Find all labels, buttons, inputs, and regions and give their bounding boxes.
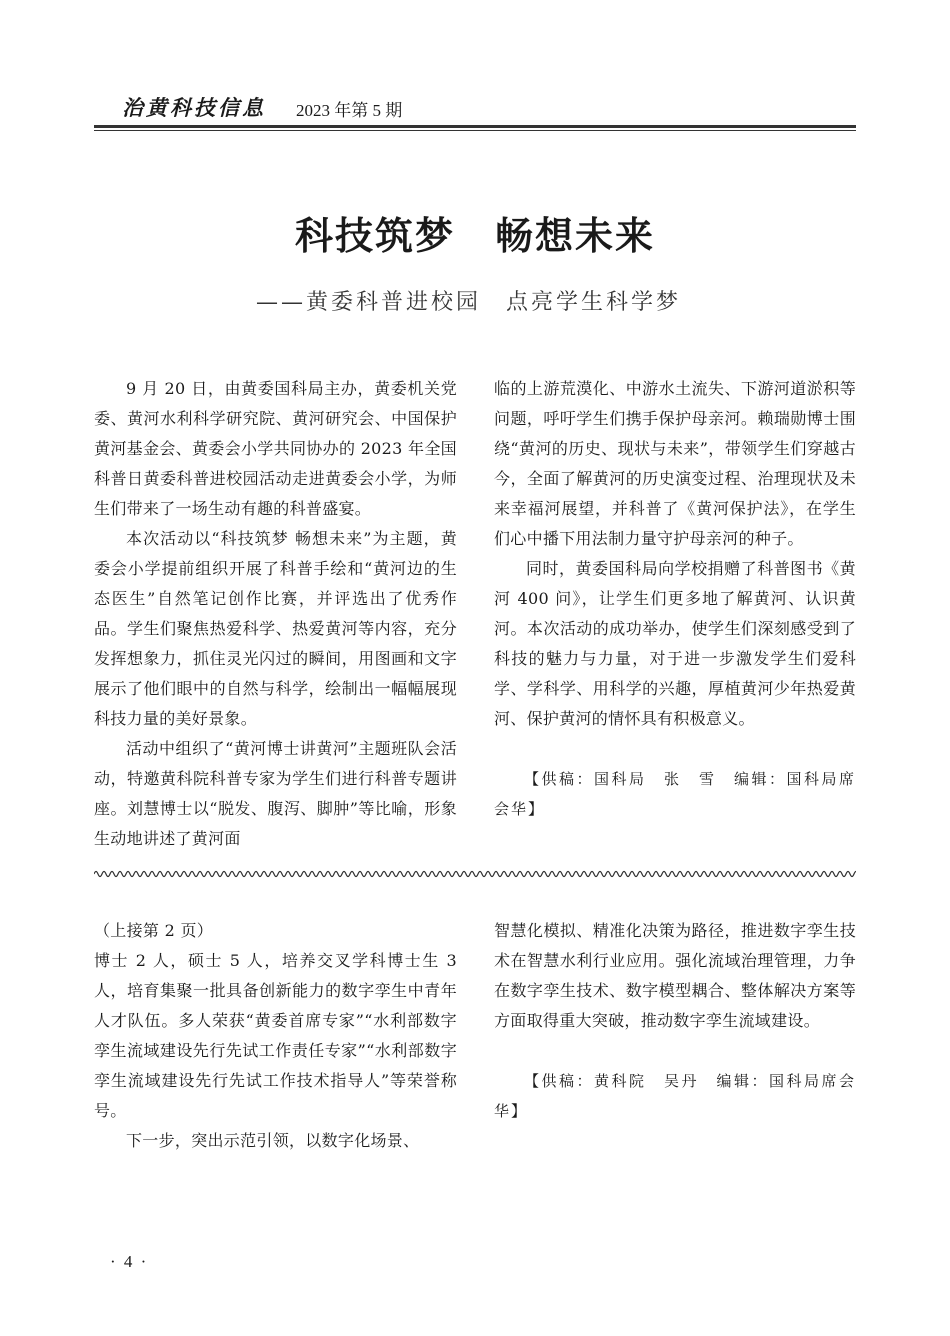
continued-from-label: （上接第 2 页）: [94, 921, 214, 940]
issue-number: 2023 年第 5 期: [296, 101, 403, 120]
paragraph: 下一步，突出示范引领，以数字化场景、: [126, 1131, 420, 1150]
header-rule-thin: [94, 130, 856, 131]
running-header: [94, 90, 856, 130]
continued-credit: 【供稿：黄科院 吴丹 编辑：国科局席会华】: [494, 1072, 856, 1120]
continued-right-column: [494, 916, 856, 1126]
paragraph-continuation: 博士 2 人，硕士 5 人，培养交叉学科博士生 3 人，培育集聚一批具备创新能力的数字孪生中青年人才队伍。多人荣获“黄委首席专家”“水利部数字孪生流域建设先行先试工作责任专家”“水利部数字孪生流域建设先行先试工作技术指导人”等荣誉称号。: [94, 951, 457, 1120]
article-right-column: [494, 374, 856, 824]
continued-left-column: [94, 916, 457, 1156]
article-left-column: [94, 374, 457, 854]
paragraph: 同时，黄委国科局向学校捐赠了科普图书《黄河 400 问》，让学生们更多地了解黄河、认识黄河。本次活动的成功举办，使学生们深刻感受到了科技的魅力与力量，对于进一步激发学生们爱科学、学科学、用科学的兴趣，厚植黄河少年热爱黄河、保护黄河的情怀具有积极意义。: [494, 559, 856, 728]
wavy-divider: [94, 868, 856, 880]
article-credit: 【供稿：国科局 张 雪 编辑：国科局席会华】: [494, 770, 856, 818]
article-title: 科技筑梦 畅想未来: [294, 214, 655, 258]
paragraph-continuation: 智慧化模拟、精准化决策为路径，推进数字孪生技术在智慧水利行业应用。强化流域治理管理，力争在数字孪生技术、数字模型耦合、整体解决方案等方面取得重大突破，推动数字孪生流域建设。: [494, 921, 856, 1030]
paragraph: 本次活动以“科技筑梦 畅想未来”为主题，黄委会小学提前组织开展了科普手绘和“黄河边的生态医生”自然笔记创作比赛，并评选出了优秀作品。学生们聚焦热爱科学、热爱黄河等内容，充分发挥想象力，抓住灵光闪过的瞬间，用图画和文字展示了他们眼中的自然与科学，绘制出一幅幅展现科技力量的美好景象。: [94, 529, 457, 728]
article-subtitle: ——黄委科普进校园 点亮学生科学梦: [256, 290, 682, 315]
paragraph: 活动中组织了“黄河博士讲黄河”主题班队会活动，特邀黄科院科普专家为学生们进行科普专题讲座。刘慧博士以“脱发、腹泻、脚肿”等比喻，形象生动地讲述了黄河面: [94, 739, 457, 848]
paragraph: 9 月 20 日，由黄委国科局主办，黄委机关党委、黄河水利科学研究院、黄河研究会、中国保护黄河基金会、黄委会小学共同协办的 2023 年全国科普日黄委科普进校园活动走进黄委会小学，为师生们带来了一场生动有趣的科普盛宴。: [94, 379, 457, 518]
paragraph-continuation: 临的上游荒漠化、中游水土流失、下游河道淤积等问题，呼吁学生们携手保护母亲河。赖瑞勋博士围绕“黄河的历史、现状与未来”，带领学生们穿越古今，全面了解黄河的历史演变过程、治理现状及未来幸福河展望，并科普了《黄河保护法》，在学生们心中播下用法制力量守护母亲河的种子。: [494, 379, 856, 548]
header-rule: [94, 125, 856, 128]
page-number: · 4 ·: [110, 1252, 149, 1271]
journal-name: 治黄科技信息: [122, 96, 266, 120]
